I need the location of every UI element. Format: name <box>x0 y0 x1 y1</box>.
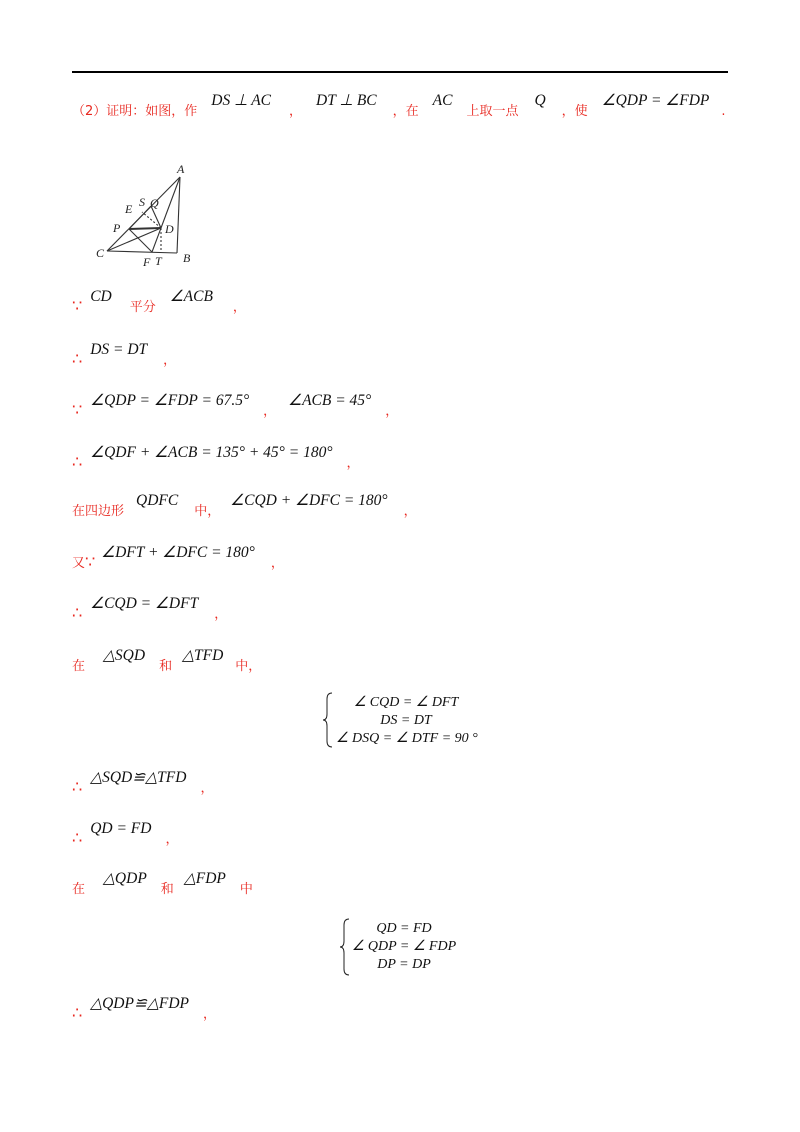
punct: ， <box>163 353 177 368</box>
text-bisects: 平分 <box>129 300 156 315</box>
text-and: 和 <box>160 882 174 897</box>
punct: ， <box>200 781 214 796</box>
math-ds-eq-dt: DS = DT <box>90 341 148 358</box>
punct: ， <box>385 404 399 419</box>
step-2 <box>72 341 177 369</box>
label-q: Q <box>150 196 159 210</box>
label-c: C <box>96 246 105 260</box>
math-tri-qdp: △QDP <box>103 870 147 887</box>
text-middle: 中， <box>194 504 221 519</box>
label-t: T <box>155 254 162 268</box>
punct: ， <box>346 456 360 471</box>
segment-pd <box>129 228 161 229</box>
step-3 <box>72 392 399 420</box>
text-in: 在 <box>72 882 86 897</box>
label-b: B <box>183 251 191 265</box>
punct: ， <box>403 504 417 519</box>
math-angle-67-5: ∠QDP = ∠FDP = 67.5° <box>90 392 250 409</box>
therefore-symbol: ∴ <box>72 1003 83 1022</box>
punct: ， <box>263 404 277 419</box>
label-e: E <box>125 202 133 216</box>
intro-math-ds-perp-ac: DS ⊥ AC <box>211 92 272 109</box>
math-acb-45: ∠ACB = 45° <box>288 392 372 409</box>
intro-text-zai: ，在 <box>392 104 419 119</box>
system-1 <box>336 694 476 748</box>
step-1 <box>72 288 246 316</box>
text-middle: 中 <box>239 882 253 897</box>
system-2-row-2: ∠ QDP = ∠ FDP <box>351 939 457 954</box>
intro-line <box>72 92 726 120</box>
intro-text-take-point: 上取一点 <box>466 104 519 119</box>
label-s: S <box>139 195 145 209</box>
step-5 <box>72 492 417 520</box>
intro-period: . <box>721 104 726 119</box>
system-1-row-1: ∠ CQD = ∠ DFT <box>353 695 459 710</box>
step-9 <box>72 769 214 797</box>
math-cqd-dfc-180: ∠CQD + ∠DFC = 180° <box>230 492 388 509</box>
punct: ， <box>203 1007 217 1022</box>
math-angle-acb: ∠ACB <box>169 288 213 305</box>
system-1-row-3: ∠ DSQ = ∠ DTF = 90 ° <box>336 731 478 746</box>
text-in: 在 <box>72 659 86 674</box>
intro-prefix: （2）证明：如图，作 <box>72 104 198 119</box>
intro-math-q: Q <box>534 92 546 109</box>
text-middle: 中， <box>235 659 262 674</box>
system-1-row-2: DS = DT <box>380 713 432 728</box>
step-12 <box>72 995 217 1023</box>
system-2 <box>346 920 462 974</box>
label-f: F <box>143 255 151 269</box>
text-in-quadrilateral: 在四边形 <box>72 504 125 519</box>
geometry-figure <box>95 160 210 270</box>
system-2-row-3: DP = DP <box>377 957 431 972</box>
math-tri-tfd: △TFD <box>182 647 224 664</box>
label-a: A <box>177 162 185 176</box>
label-d: D <box>165 222 174 236</box>
step-6 <box>72 544 284 572</box>
because-symbol: ∵ <box>85 552 96 571</box>
math-tri-fdp: △FDP <box>183 870 226 887</box>
math-congruent-qdp-fdp: △QDP≌△FDP <box>90 995 189 1012</box>
segment-ad <box>161 177 180 228</box>
math-qdfc: QDFC <box>136 492 179 509</box>
step-10 <box>72 820 179 848</box>
therefore-symbol: ∴ <box>72 777 83 796</box>
step-8 <box>72 647 262 675</box>
step-4 <box>72 444 360 472</box>
intro-math-ac: AC <box>432 92 453 109</box>
because-symbol: ∵ <box>72 296 83 315</box>
intro-text-make: ，使 <box>561 104 588 119</box>
label-p: P <box>113 221 121 235</box>
punct: ， <box>214 607 228 622</box>
step-11 <box>72 870 253 898</box>
because-symbol: ∵ <box>72 400 83 419</box>
punct: ， <box>270 556 284 571</box>
math-cd: CD <box>90 288 112 305</box>
segment-cb <box>107 251 177 253</box>
segment-ds <box>142 212 161 228</box>
system-2-row-1: QD = FD <box>376 921 432 936</box>
therefore-symbol: ∴ <box>72 603 83 622</box>
segment-ab <box>177 177 180 253</box>
math-cqd-eq-dft: ∠CQD = ∠DFT <box>90 595 199 612</box>
math-sum-180: ∠QDF + ∠ACB = 135° + 45° = 180° <box>90 444 333 461</box>
math-tri-sqd: △SQD <box>103 647 146 664</box>
math-dft-dfc-180: ∠DFT + ∠DFC = 180° <box>101 544 255 561</box>
therefore-symbol: ∴ <box>72 828 83 847</box>
therefore-symbol: ∴ <box>72 452 83 471</box>
intro-comma-1: ， <box>289 104 303 119</box>
math-qd-eq-fd: QD = FD <box>90 820 152 837</box>
header-rule <box>72 71 728 73</box>
text-also: 又 <box>72 556 86 571</box>
punct: ， <box>232 300 246 315</box>
punct: ， <box>165 832 179 847</box>
intro-math-dt-perp-bc: DT ⊥ BC <box>316 92 377 109</box>
text-and: 和 <box>159 659 173 674</box>
system-1-brace <box>322 692 334 748</box>
math-congruent-sqd-tfd: △SQD≌△TFD <box>90 769 187 786</box>
step-7 <box>72 595 228 623</box>
intro-math-angle-eq: ∠QDP = ∠FDP <box>601 92 710 109</box>
therefore-symbol: ∴ <box>72 349 83 368</box>
